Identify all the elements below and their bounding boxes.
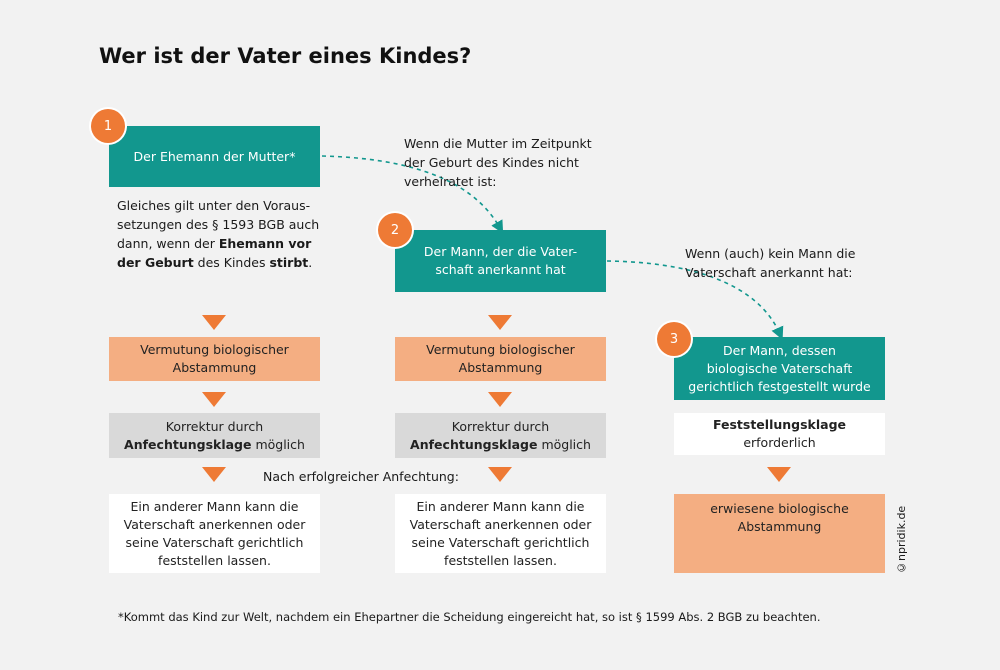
arrow-down-col1-b — [202, 392, 226, 407]
other-man-box-col2 — [395, 494, 606, 573]
note-1-line2: setzungen des § 1593 BGB auch — [117, 217, 320, 232]
presumption-col2-line1: Vermutung biologischer — [426, 342, 575, 357]
step-3-label-line1: Der Mann, dessen — [723, 342, 836, 358]
other-man-col2-line2: Vaterschaft anerkennen oder — [409, 516, 592, 532]
arrow-down-col1-a — [202, 315, 226, 330]
action-required-line1: Feststellungsklage — [712, 417, 847, 432]
footnote: *Kommt das Kind zur Welt, nachdem ein Ehepartner die Scheidung eingereicht hat, so ist § 1599 Abs. 2 BGB zu beachten. — [118, 610, 821, 624]
presumption-box-col1 — [109, 337, 320, 381]
step-3-badge: 3 — [657, 322, 691, 356]
other-man-col1-line4: feststellen lassen. — [158, 552, 271, 568]
correction-col2-line2: Anfechtungsklage möglich — [410, 436, 591, 452]
other-man-col2-line4: feststellen lassen. — [444, 552, 557, 568]
action-required-box — [674, 413, 885, 455]
condition-1-line2: der Geburt des Kindes nicht — [404, 155, 579, 170]
step-3-label-line2: biologische Vaterschaft — [706, 360, 853, 376]
presumption-col1-line1: Vermutung biologischer — [140, 342, 289, 357]
other-man-col1-line3: seine Vaterschaft gerichtlich — [125, 534, 304, 550]
condition-1-text — [404, 134, 614, 191]
correction-box-col2 — [395, 413, 606, 458]
other-man-col1-line2: Vaterschaft anerkennen oder — [123, 516, 306, 532]
after-challenge-label: Nach erfolgreicher Anfechtung: — [263, 469, 459, 484]
note-1-line4: der Geburt des Kindes stirbt. — [117, 255, 313, 270]
step-1-label: Der Ehemann der Mutter* — [133, 148, 296, 164]
note-1-text — [117, 196, 327, 272]
arrow-down-col3 — [767, 467, 791, 482]
step-1-box — [109, 126, 320, 187]
proven-box — [674, 494, 885, 573]
correction-col2-line1: Korrektur durch — [451, 418, 550, 434]
arrow-down-col2-b — [488, 392, 512, 407]
other-man-box-col1 — [109, 494, 320, 573]
step-2-badge: 2 — [378, 213, 412, 247]
action-required-line2: erforderlich — [743, 435, 816, 450]
correction-col1-line1: Korrektur durch — [165, 418, 264, 434]
step-2-box — [395, 230, 606, 292]
note-1-line3: dann, wenn der Ehemann vor — [117, 236, 312, 251]
copyright-text: ©npridik.de — [895, 505, 908, 575]
other-man-col2-line1: Ein anderer Mann kann die — [416, 498, 585, 514]
presumption-box-col2 — [395, 337, 606, 381]
correction-box-col1 — [109, 413, 320, 458]
arrow-down-col2-c — [488, 467, 512, 482]
presumption-col1-line2: Abstammung — [172, 360, 257, 375]
note-1-line1: Gleiches gilt unter den Voraus- — [117, 198, 311, 213]
step-2-label-line1: Der Mann, der die Vater- — [423, 244, 578, 259]
step-3-box — [674, 337, 885, 400]
other-man-col1-line1: Ein anderer Mann kann die — [130, 498, 299, 514]
arrow-down-col2-a — [488, 315, 512, 330]
other-man-col2-line3: seine Vaterschaft gerichtlich — [411, 534, 590, 550]
proven-line2: Abstammung — [737, 519, 822, 534]
condition-2-line2: Vaterschaft anerkannt hat: — [685, 265, 853, 280]
step-3-label-line3: gerichtlich festgestellt wurde — [688, 378, 871, 394]
presumption-col2-line2: Abstammung — [458, 360, 543, 375]
step-1-badge: 1 — [91, 109, 125, 143]
condition-2-line1: Wenn (auch) kein Mann die — [685, 246, 856, 261]
condition-1-line3: verheiratet ist: — [404, 174, 497, 189]
correction-col1-line2: Anfechtungsklage möglich — [124, 436, 305, 452]
page-title: Wer ist der Vater eines Kindes? — [99, 44, 472, 68]
condition-1-line1: Wenn die Mutter im Zeitpunkt — [404, 136, 592, 151]
arrow-down-col1-c — [202, 467, 226, 482]
step-2-label-line2: schaft anerkannt hat — [435, 262, 566, 277]
condition-2-text — [685, 244, 885, 282]
proven-line1: erwiesene biologische — [710, 501, 849, 516]
